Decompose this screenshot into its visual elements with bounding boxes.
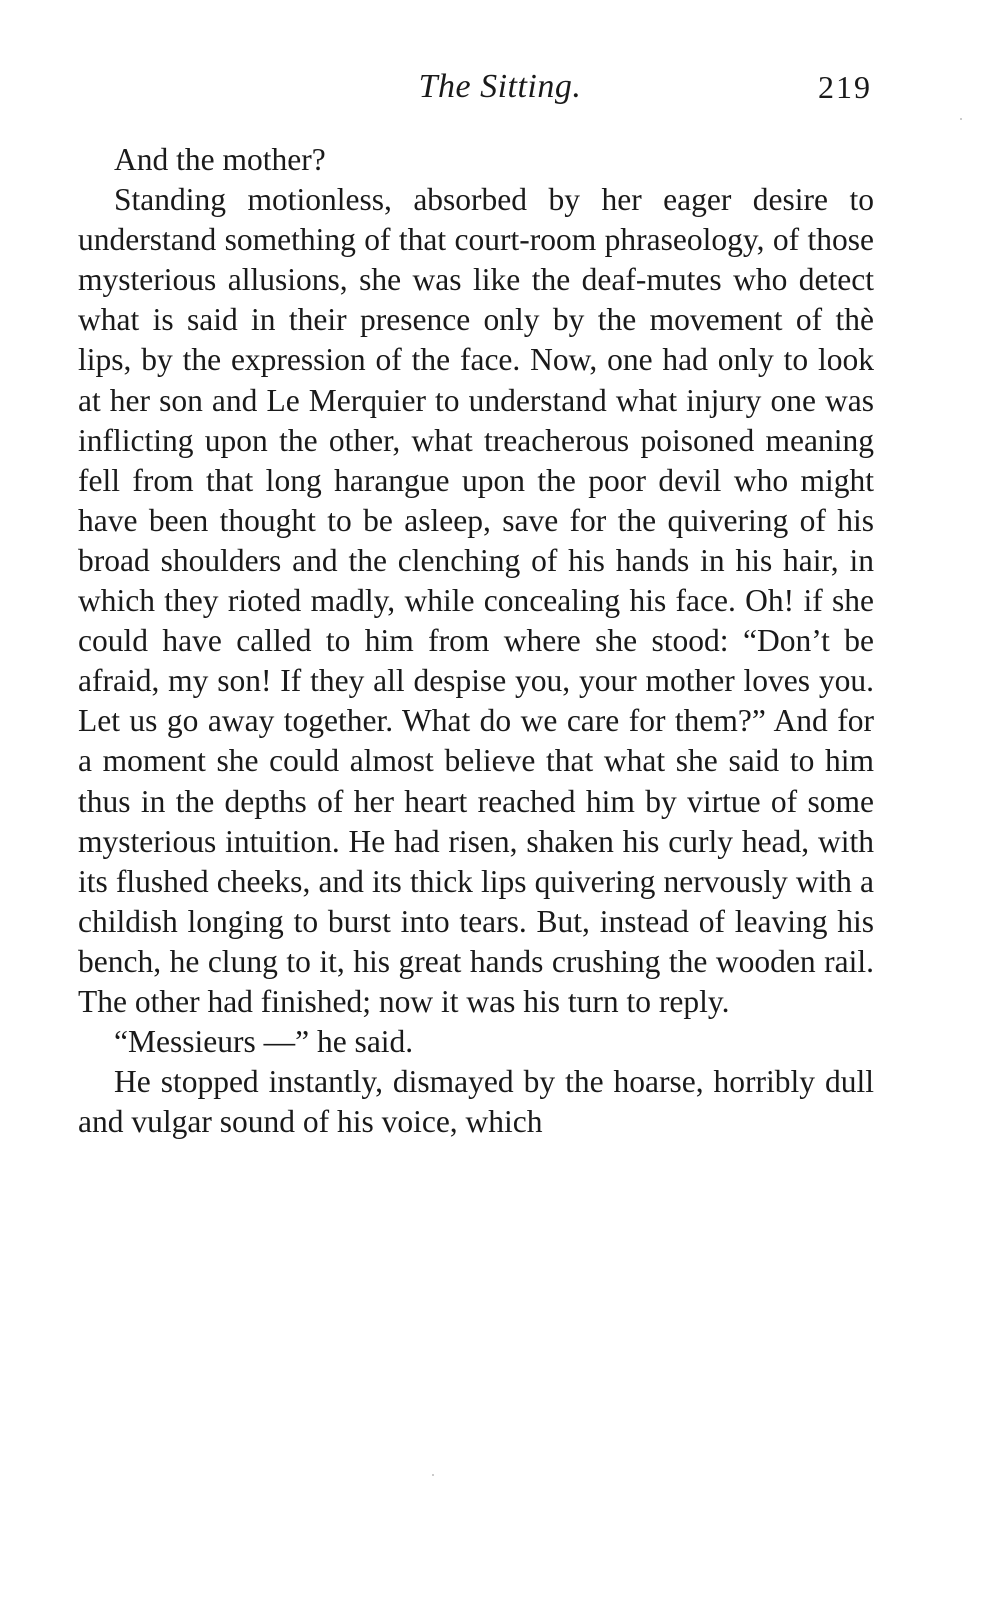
running-head [0,62,1000,112]
page-number: 219 [818,69,872,105]
paper-speck [432,1474,434,1476]
paper-speck [960,118,962,120]
paragraph-2: Standing motionless, absorbed by her eager desire to understand something of that court-room phraseology, of those mysterious allusions, she was like the deaf-mutes who detect what is said in their presence only by the movement of thè lips, by the expression of the face. Now, one had only to look at her son and Le Merquier to understand what injury one was inflicting upon the other, what treacherous poisoned meaning fell from that long harangue upon the poor devil who might have been thought to be asleep, save for the quivering of his broad shoulders and the clenching of his hands in his hair, in which they rioted madly, while concealing his face. Oh! if she could have called to him from where she stood: “Don’t be afraid, my son! If they all despise you, your mother loves you. Let us go away together. What do we care for them?” And for a moment she could almost believe that what she said to him thus in the depths of her heart reached him by virtue of some mysterious intuition. He had risen, shaken his curly head, with its flushed cheeks, and its thick lips quivering nervously with a childish longing to burst into tears. But, instead of leaving his bench, he clung to it, his great hands crushing the wooden rail. The other had finished; now it was his turn to reply. [78,182,874,1019]
paragraph-1: And the mother? [114,142,326,177]
paragraph-4: He stopped instantly, dismayed by the hoarse, horribly dull and vulgar sound of his voice, which [78,1064,874,1140]
paragraph-3: “Messieurs —” he said. [114,1024,414,1060]
running-title: The Sitting. [418,68,582,105]
body-text [78,140,874,1142]
